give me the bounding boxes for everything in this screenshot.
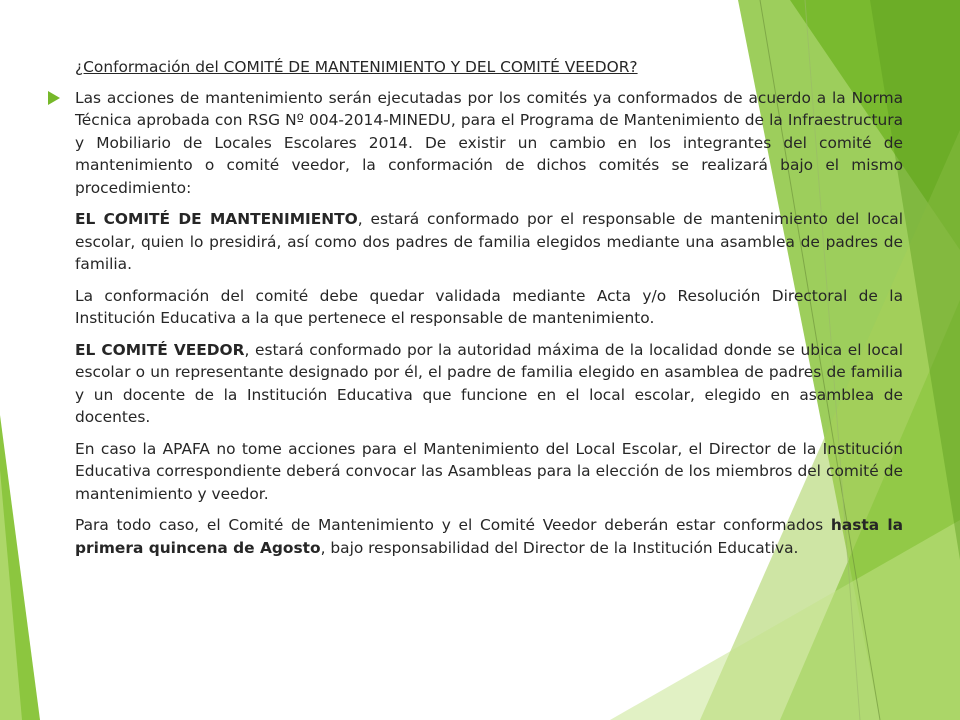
paragraph-4: [75, 339, 903, 429]
paragraph-2-text: , estará conformado por el responsable de mantenimiento del local escolar, quien lo presidirá, así como dos padres de familia elegidos mediante una asamblea de padres de familia.: [75, 210, 903, 273]
paragraph-4-text: , estará conformado por la autoridad máxima de la localidad donde se ubica el local escolar o un representante designado por él, el padre de familia elegido en asamblea de padres de familia y un docente de la Institución Educativa que funcione en el local escolar, elegido en asamblea de docentes.: [75, 340, 903, 426]
slide-body: [75, 56, 903, 568]
paragraph-1: Las acciones de mantenimiento serán ejecutadas por los comités ya conformados de acuerdo a la Norma Técnica aprobada con RSG Nº 004-2014-MINEDU, para el Programa de Mantenimiento de la Infraestructura y Mobiliario de Locales Escolares 2014. De existir un cambio en los integrantes del comité de mantenimiento o comité veedor, la conformación de dichos comités se realizará bajo el mismo procedimiento:: [75, 88, 903, 197]
committee-maintenance-heading: EL COMITÉ DE MANTENIMIENTO: [75, 210, 358, 228]
triangle-bullet-icon: [48, 91, 60, 105]
paragraph-2: [75, 208, 903, 276]
paragraph-6-end: , bajo responsabilidad del Director de la Institución Educativa.: [320, 538, 799, 557]
paragraph-5: En caso la APAFA no tome acciones para el Mantenimiento del Local Escolar, el Director de la Institución Educativa correspondiente deberá convocar las Asambleas para la elección de los miembros del comité de mantenimiento y veedor.: [75, 439, 903, 503]
committee-overseer-heading: EL COMITÉ VEEDOR: [75, 340, 245, 359]
slide-title: ¿Conformación del COMITÉ DE MANTENIMIENTO Y DEL COMITÉ VEEDOR?: [75, 58, 638, 76]
deadline-text: hasta la primera quincena de Agosto: [75, 516, 904, 557]
paragraph-6-start: Para todo caso, el Comité de Mantenimiento y el Comité Veedor deberán estar conformados: [75, 516, 831, 534]
paragraph-3: La conformación del comité debe quedar validada mediante Acta y/o Resolución Directoral de la Institución Educativa a la que pertenece el responsable de mantenimiento.: [75, 286, 903, 327]
paragraph-6: [75, 514, 903, 559]
